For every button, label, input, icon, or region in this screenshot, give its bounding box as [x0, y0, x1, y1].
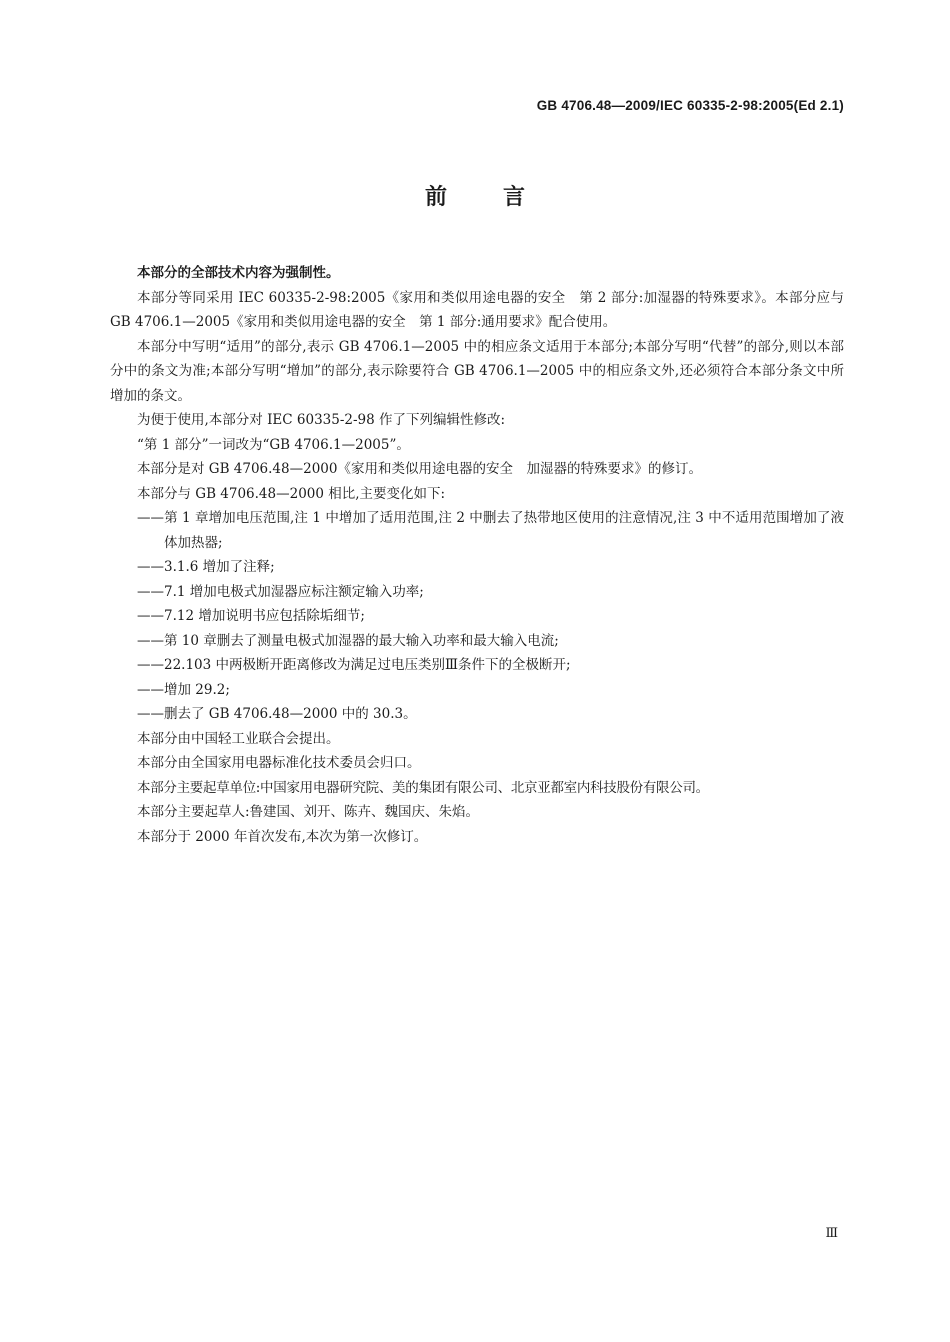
- paragraph-drafting-units: 本部分主要起草单位:中国家用电器研究院、美的集团有限公司、北京亚都室内科技股份有限公司。: [137, 779, 709, 796]
- paragraph-terms: 本部分中写明“适用”的部分,表示 GB 4706.1—2005 中的相应条文适用于本部分;本部分写明“代替”的部分,则以本部分中的条文为准;本部分写明“增加”的部分,表示除要符合 GB 4706.1—2005 中的相应条文外,还必须符合本部分条文中所增加的条文。: [110, 338, 844, 404]
- paragraph-proposer: 本部分由中国轻工业联合会提出。: [137, 730, 340, 747]
- paragraph-editorial-change: “第 1 部分”一词改为“GB 4706.1—2005”。: [137, 436, 410, 453]
- page-number: Ⅲ: [825, 1226, 838, 1241]
- change-item: ——3.1.6 增加了注释;: [137, 559, 275, 575]
- standard-number: GB 4706.48—2009/IEC 60335-2-98:2005(Ed 2.1): [536, 98, 844, 113]
- change-item: ——第 1 章增加电压范围,注 1 中增加了适用范围,注 2 中删去了热带地区使用的注意情况,注 3 中不适用范围增加了液体加热器;: [137, 510, 844, 551]
- change-item: ——7.12 增加说明书应包括除垢细节;: [137, 608, 365, 624]
- paragraph-revision: 本部分是对 GB 4706.48—2000《家用和类似用途电器的安全 加湿器的特殊要求》的修订。: [137, 461, 702, 477]
- paragraph-drafters: 本部分主要起草人:鲁建国、刘开、陈卉、魏国庆、朱焰。: [137, 804, 480, 820]
- change-item: ——增加 29.2;: [137, 681, 230, 698]
- change-item: ——删去了 GB 4706.48—2000 中的 30.3。: [137, 706, 417, 722]
- paragraph-committee: 本部分由全国家用电器标准化技术委员会归口。: [137, 755, 421, 771]
- paragraph-editorial: 为便于使用,本部分对 IEC 60335-2-98 作了下列编辑性修改:: [137, 412, 506, 428]
- change-item: ——第 10 章删去了测量电极式加湿器的最大输入功率和最大输入电流;: [137, 632, 559, 649]
- change-item: ——7.1 增加电极式加湿器应标注额定输入功率;: [137, 583, 424, 600]
- page-title: 前言: [424, 185, 581, 210]
- paragraph-mandatory: 本部分的全部技术内容为强制性。: [137, 265, 340, 281]
- foreword-body: [110, 261, 844, 849]
- change-item: ——22.103 中两极断开距离修改为满足过电压类别Ⅲ条件下的全极断开;: [137, 657, 571, 673]
- paragraph-history: 本部分于 2000 年首次发布,本次为第一次修订。: [137, 828, 428, 845]
- paragraph-adoption: 本部分等同采用 IEC 60335-2-98:2005《家用和类似用途电器的安全 第 2 部分:加湿器的特殊要求》。本部分应与 GB 4706.1—2005《家用和类似用途电器的安全 第 1 部分:通用要求》配合使用。: [110, 289, 844, 330]
- paragraph-main-changes: 本部分与 GB 4706.48—2000 相比,主要变化如下:: [137, 485, 446, 502]
